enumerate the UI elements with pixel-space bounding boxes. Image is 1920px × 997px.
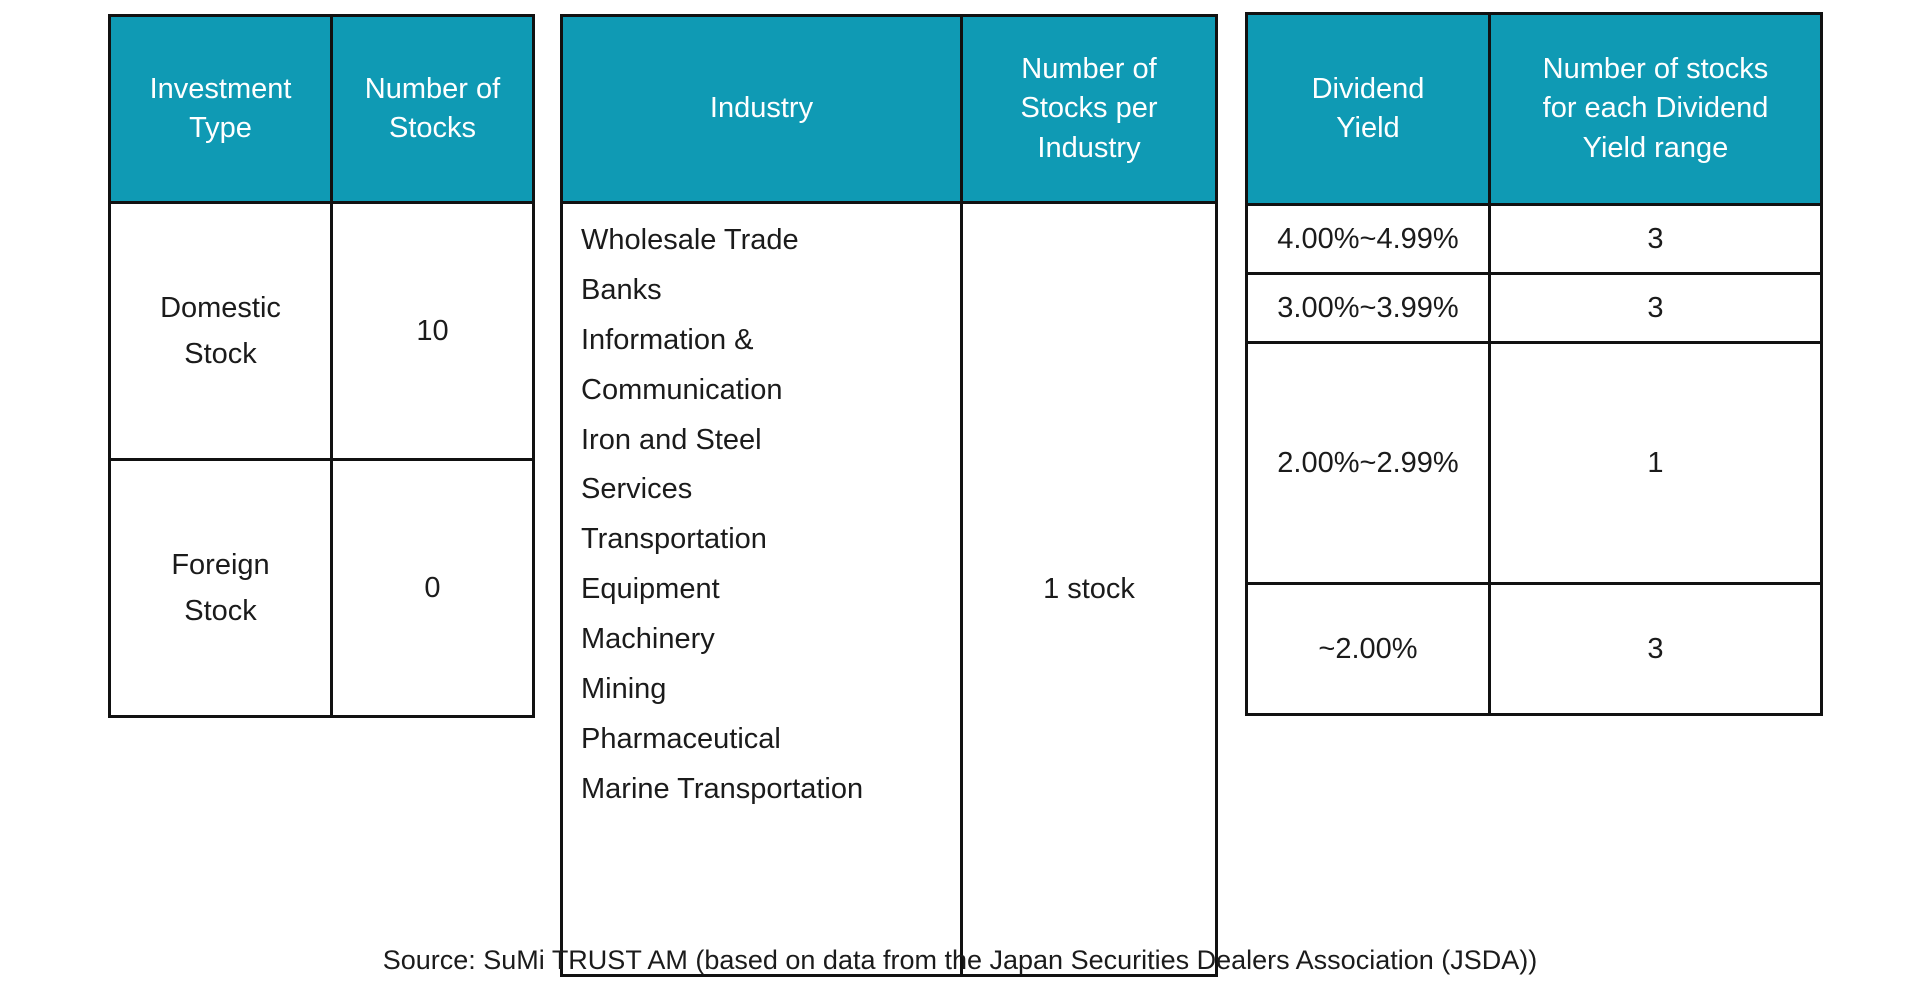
table-row [562,203,1217,976]
table-header-row [110,16,534,203]
cell-yield-count: 1 [1490,343,1822,584]
cell-line: Stock [184,595,257,627]
column-header-industry: Industry [562,16,962,203]
table-row [1247,205,1822,274]
cell-industry-list [562,203,962,976]
table-row [1247,274,1822,343]
table-row [1247,584,1822,715]
header-line: Investment [149,72,292,105]
cell-count-domestic: 10 [332,203,534,460]
list-item: Equipment [581,573,720,606]
list-item: Transportation [581,523,767,556]
header-line: Stocks per [1020,92,1158,125]
investment-type-table [108,14,535,718]
cell-investment-type-domestic [110,203,332,460]
industry-table [560,14,1218,977]
list-item: Wholesale Trade [581,224,799,256]
source-note: Source: SuMi TRUST AM (based on data from the Japan Securities Dealers Association (JSDA)) [382,945,1538,975]
cell-yield-count: 3 [1490,205,1822,274]
header-line: Number of [1021,53,1157,86]
header-line: Number of stocks [1542,53,1769,86]
list-item: Information & [581,323,754,356]
cell-yield-range: 4.00%~4.99% [1247,205,1490,274]
column-header-dividend-yield [1247,14,1490,205]
cell-stocks-per-industry: 1 stock [962,203,1217,976]
header-line: Number of [364,72,501,105]
header-line: Dividend [1311,72,1425,105]
list-item: Mining [581,672,667,705]
cell-count-foreign: 0 [332,460,534,717]
list-item: Pharmaceutical [581,722,781,755]
dividend-yield-table [1245,12,1823,716]
list-item: Communication [581,373,783,406]
cell-line: Foreign [171,548,270,581]
cell-yield-range: 3.00%~3.99% [1247,274,1490,343]
list-item: Iron and Steel [581,423,762,456]
table-header-row [562,16,1217,203]
column-header-stocks-per-industry [962,16,1217,203]
header-line: Type [189,112,252,144]
list-item: Services [581,473,693,506]
header-line: Industry [1037,131,1141,164]
column-header-number-of-stocks [332,16,534,203]
cell-yield-count: 3 [1490,584,1822,715]
table-row [1247,343,1822,584]
cell-investment-type-foreign [110,460,332,717]
cell-line: Domestic [160,291,281,324]
header-line: Stocks [388,112,477,144]
header-line: Yield range [1582,131,1729,164]
table-row [110,203,534,460]
cell-yield-range: ~2.00% [1247,584,1490,715]
column-header-stocks-per-yield-range [1490,14,1822,205]
header-line: for each Dividend [1542,92,1769,125]
table-header-row [1247,14,1822,205]
cell-line: Stock [184,338,257,370]
column-header-investment-type [110,16,332,203]
cell-yield-range: 2.00%~2.99% [1247,343,1490,584]
header-line: Yield [1336,112,1400,144]
list-item: Machinery [581,623,715,655]
list-item: Banks [581,273,662,306]
table-row [110,460,534,717]
cell-yield-count: 3 [1490,274,1822,343]
list-item: Marine Transportation [581,772,864,805]
